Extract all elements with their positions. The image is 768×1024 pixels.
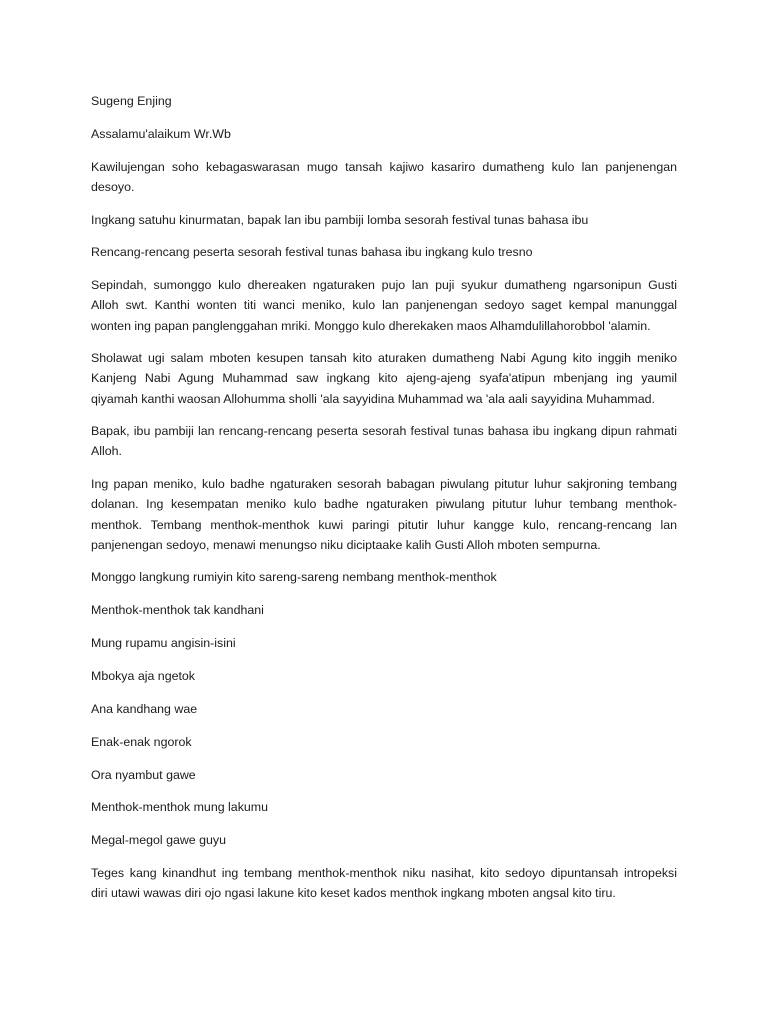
text-line: Alloh swt. Kanthi wonten titi wanci meniko, kulo lan panjenengan sedoyo saget kempal manunggal (91, 298, 677, 313)
song-lyric-line (91, 765, 677, 785)
text-line: desoyo. (91, 179, 135, 194)
text-line: Enak-enak ngorok (91, 734, 192, 749)
text-line: Mung rupamu angisin-isini (91, 636, 236, 651)
text-line: qiyamah kanthi waosan Allohumma sholli 'ala sayyidina Muhammad wa 'ala aali sayyidina Muhammad. (91, 391, 655, 406)
text-line: Sugeng Enjing (91, 94, 172, 108)
song-lyric-line (91, 830, 677, 850)
text-line: Kawilujengan soho kebagaswarasan mugo tansah kajiwo kasariro dumatheng kulo lan panjenengan (91, 159, 677, 174)
text-line: Mbokya aja ngetok (91, 668, 196, 683)
song-lyric-line (91, 600, 677, 620)
text-line: Sholawat ugi salam mboten kesupen tansah kito aturaken dumatheng Nabi Agung kito inggih meniko (91, 351, 677, 366)
text-line: diri utawi wawas diri ojo ngasi lakune kito keset kados menthok ingkang mboten angsal kito tiru. (91, 886, 616, 901)
address-participants (91, 242, 677, 262)
salutation (91, 124, 677, 144)
text-line: Assalamu'alaikum Wr.Wb (91, 126, 231, 141)
song-lyric-line (91, 797, 677, 817)
text-line: Ingkang satuhu kinurmatan, bapak lan ibu pambiji lomba sesorah festival tunas bahasa ibu (91, 212, 589, 227)
text-line: Monggo langkung rumiyin kito sareng-sareng nembang menthok-menthok (91, 570, 497, 585)
text-line: Menthok-menthok tak kandhani (91, 603, 264, 618)
song-lyric-line (91, 633, 677, 653)
text-line: Megal-megol gawe guyu (91, 833, 226, 848)
text-line: Bapak, ibu pambiji lan rencang-rencang peserta sesorah festival tunas bahasa ibu ingkang dipun rahmati (91, 424, 677, 439)
text-line: Alloh. (91, 444, 122, 459)
text-line: Ing papan meniko, kulo badhe ngaturaken sesorah babagan piwulang pitutur luhur sakjroning tembang (91, 477, 677, 492)
address-judges (91, 210, 677, 230)
opening-praise-paragraph (91, 275, 677, 335)
text-line: Ora nyambut gawe (91, 767, 196, 782)
topic-introduction-paragraph (91, 474, 677, 554)
song-lyric-line (91, 732, 677, 752)
text-line: menthok. Tembang menthok-menthok kuwi paringi pitutir luhur kangge kulo, rencang-rencang lan (91, 517, 677, 532)
text-line: Kanjeng Nabi Agung Muhammad saw ingkang kito ajeng-ajeng syafa'atipun mbenjang ing yaumil (91, 371, 677, 386)
sholawat-paragraph (91, 348, 677, 408)
text-line: Menthok-menthok mung lakumu (91, 800, 268, 815)
text-line: Teges kang kinandhut ing tembang menthok-menthok niku nasihat, kito sedoyo dipuntansah intropeksi (91, 866, 677, 881)
text-line: panjenengan sedoyo, menawi menungso niku diciptaake kalih Gusti Alloh mboten sempurna. (91, 537, 601, 552)
song-lyric-line (91, 699, 677, 719)
text-line: Ana kandhang wae (91, 701, 198, 716)
opening-wish-paragraph (91, 157, 677, 197)
greeting (91, 91, 677, 111)
song-lyric-line (91, 666, 677, 686)
song-invitation (91, 567, 677, 587)
document-page (91, 91, 677, 916)
text-line: dolanan. Ing kesempatan meniko kulo badhe ngaturaken piwulang pitutur luhur tembang menthok- (91, 497, 677, 512)
text-line: Sepindah, sumonggo kulo dhereaken ngaturaken pujo lan puji syukur dumatheng ngarsonipun Gusti (91, 278, 677, 293)
address-audience-paragraph (91, 421, 677, 461)
text-line: Rencang-rencang peserta sesorah festival tunas bahasa ibu ingkang kulo tresno (91, 245, 533, 260)
text-line: wonten ing papan panglenggahan mriki. Monggo kulo dherekaken maos Alhamdulillahorobbol 'alamin. (91, 318, 651, 333)
song-meaning-paragraph (91, 863, 677, 903)
